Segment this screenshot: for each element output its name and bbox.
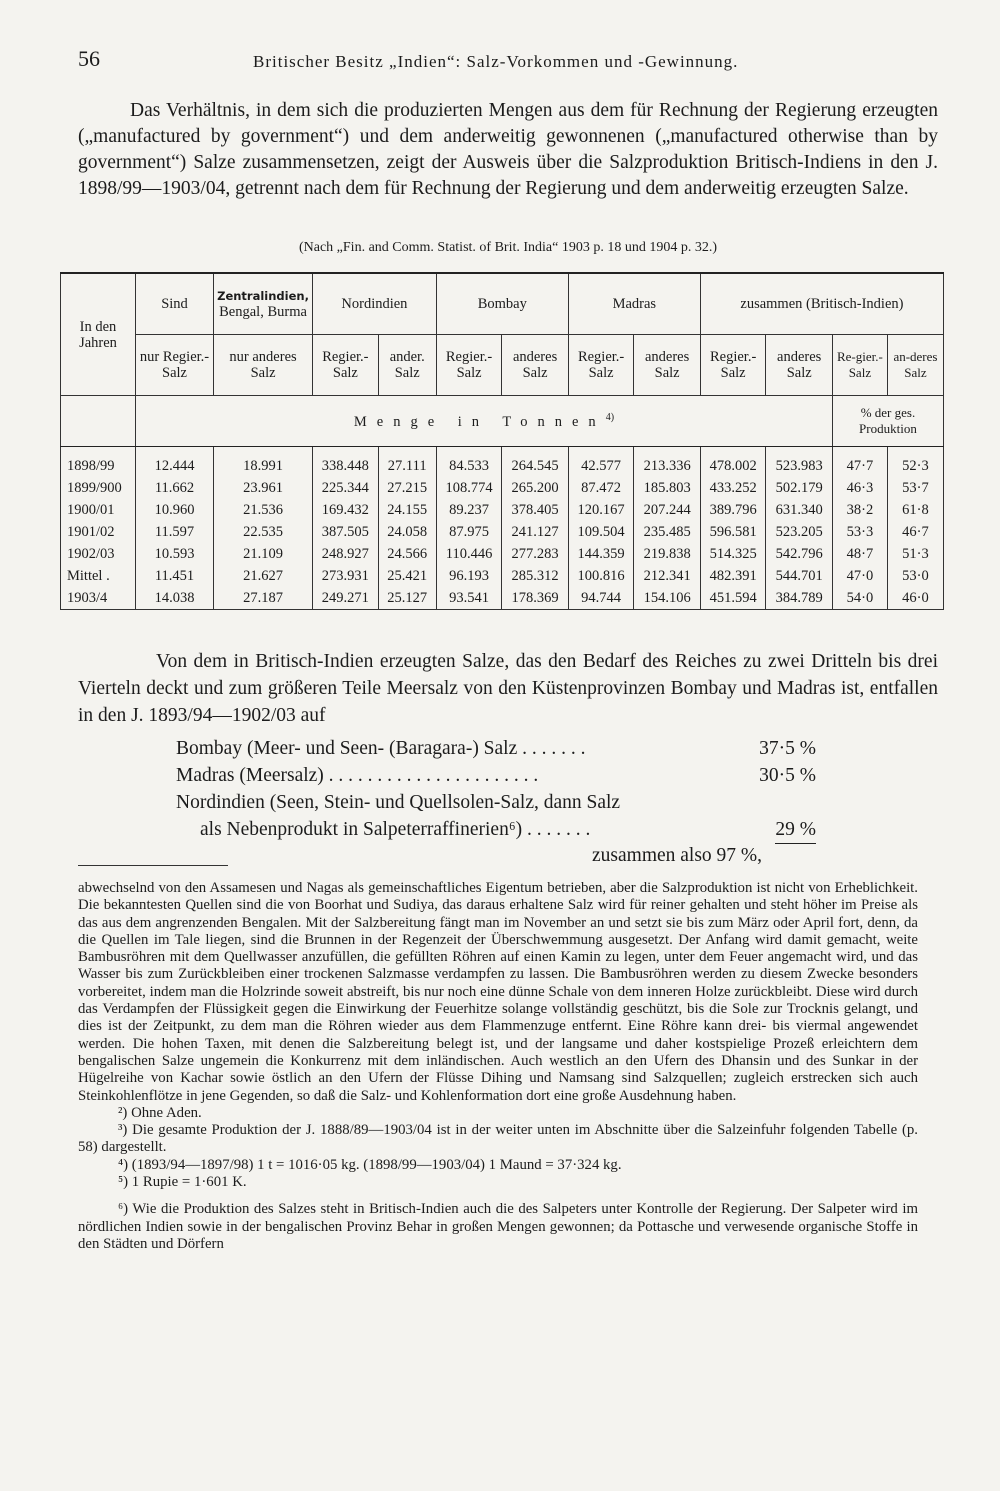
table-source: (Nach „Fin. and Comm. Statist. of Brit. India“ 1903 p. 18 und 1904 p. 32.) bbox=[298, 240, 717, 255]
intro-paragraph bbox=[78, 98, 938, 202]
table-cell: 265.200 bbox=[502, 477, 568, 499]
header-sind-nur-regier: nur Regier.-Salz bbox=[136, 335, 214, 396]
table-cell: 249.271 bbox=[313, 587, 379, 610]
header-empty bbox=[61, 396, 136, 447]
header-madras-anderes: anderes Salz bbox=[634, 335, 700, 396]
footnote-4: ⁴) (1893/94—1897/98) 1 t = 1016·05 kg. (1898/99—1903/04) 1 Maund = 37·324 kg. bbox=[118, 1156, 622, 1173]
list-item-label: Madras (Meersalz) . . . . . . . . . . . . . . . . . . . . . . bbox=[176, 765, 539, 786]
table-cell: 21.109 bbox=[214, 543, 313, 565]
total-line: zusammen also 97 %, bbox=[592, 845, 763, 866]
header-nord-ander: ander. Salz bbox=[378, 335, 436, 396]
table-cell: 27.215 bbox=[378, 477, 436, 499]
intro-text: Das Verhältnis, in dem sich die produzierten Mengen aus dem für Rechnung der Regierung erzeugten („manufactured by government“) und dem anderweitig gewonnenen („manufactured otherwise than by government“) Salze zusammensetzen, zeigt der Ausweis über die Salzproduktion Britisch-Indiens in den J. 1898/99—1903/04, getrennt nach dem für Rechnung der Regierung und dem anderweitig erzeugten Salze. bbox=[78, 100, 938, 199]
table-cell: 84.533 bbox=[436, 447, 502, 478]
table-row-label: 1900/01 bbox=[61, 499, 136, 521]
table-cell: 378.405 bbox=[502, 499, 568, 521]
table-cell: 387.505 bbox=[313, 521, 379, 543]
list-item bbox=[176, 762, 816, 789]
table-row bbox=[61, 587, 944, 610]
table-cell: 523.983 bbox=[766, 447, 832, 478]
table-cell: 96.193 bbox=[436, 565, 502, 587]
table-cell: 22.535 bbox=[214, 521, 313, 543]
table-cell: 27.111 bbox=[378, 447, 436, 478]
table-cell: 46·0 bbox=[887, 587, 943, 610]
table-cell: 54·0 bbox=[832, 587, 887, 610]
table-cell: 24.058 bbox=[378, 521, 436, 543]
table-cell: 87.975 bbox=[436, 521, 502, 543]
table-cell: 433.252 bbox=[700, 477, 766, 499]
table-row bbox=[61, 477, 944, 499]
table-cell: 46·3 bbox=[832, 477, 887, 499]
table-cell: 154.106 bbox=[634, 587, 700, 610]
table-cell: 12.444 bbox=[136, 447, 214, 478]
header-zentral-bottom: Bengal, Burma bbox=[219, 304, 307, 320]
table-row-label: 1899/900 bbox=[61, 477, 136, 499]
table-header-row-1 bbox=[61, 273, 944, 335]
list-item bbox=[176, 735, 816, 762]
list-item-value: 30·5 % bbox=[759, 765, 816, 786]
table-cell: 11.597 bbox=[136, 521, 214, 543]
table-row-label: 1903/4 bbox=[61, 587, 136, 610]
table-cell: 109.504 bbox=[568, 521, 634, 543]
table-cell: 514.325 bbox=[700, 543, 766, 565]
header-years: In den Jahren bbox=[61, 273, 136, 396]
header-bombay: Bombay bbox=[436, 273, 568, 335]
share-list bbox=[176, 735, 816, 844]
table-row bbox=[61, 447, 944, 478]
header-zentral-top: Zentralindien, bbox=[217, 289, 309, 303]
table-cell: 10.593 bbox=[136, 543, 214, 565]
list-item bbox=[176, 789, 816, 816]
list-item-value: 29 % bbox=[775, 816, 816, 844]
table-cell: 596.581 bbox=[700, 521, 766, 543]
list-item-label: Nordindien (Seen, Stein- und Quellsolen-Salz, dann Salz bbox=[176, 792, 621, 813]
list-item-value: 37·5 % bbox=[759, 738, 816, 759]
table-cell: 108.774 bbox=[436, 477, 502, 499]
table-cell: 384.789 bbox=[766, 587, 832, 610]
table-cell: 46·7 bbox=[887, 521, 943, 543]
table-cell: 207.244 bbox=[634, 499, 700, 521]
table-header-row-2 bbox=[61, 335, 944, 396]
table-cell: 144.359 bbox=[568, 543, 634, 565]
footnote-6: ⁶) Wie die Produktion des Salzes steht in Britisch-Indien auch die des Salpeters unter Kontrolle der Regierung. Der Salpeter wird im nördlichen Indien sowie in der bengalischen Provinz Behar in großen Mengen gewonnen; da Pottasche und verwesende organische Stoffe in den Städten und Dörfern bbox=[78, 1201, 918, 1252]
table-cell: 523.205 bbox=[766, 521, 832, 543]
table-cell: 338.448 bbox=[313, 447, 379, 478]
table-cell: 285.312 bbox=[502, 565, 568, 587]
second-paragraph bbox=[78, 648, 938, 729]
table-cell: 24.155 bbox=[378, 499, 436, 521]
table-cell: 53·7 bbox=[887, 477, 943, 499]
table-cell: 212.341 bbox=[634, 565, 700, 587]
table-cell: 27.187 bbox=[214, 587, 313, 610]
header-pct-regier: Re-gier.-Salz bbox=[832, 335, 887, 396]
running-title: Britischer Besitz „Indien“: Salz-Vorkommen und -Gewinnung. bbox=[253, 52, 739, 71]
table-row-label: 1901/02 bbox=[61, 521, 136, 543]
table-cell: 241.127 bbox=[502, 521, 568, 543]
list-item-label: als Nebenprodukt in Salpeterraffinerien⁶) . . . . . . . bbox=[200, 819, 591, 840]
table-cell: 213.336 bbox=[634, 447, 700, 478]
header-menge bbox=[136, 396, 833, 447]
salt-production-table bbox=[60, 272, 944, 610]
table-cell: 178.369 bbox=[502, 587, 568, 610]
table-cell: 225.344 bbox=[313, 477, 379, 499]
footnote-2: ²) Ohne Aden. bbox=[118, 1104, 202, 1121]
table-body bbox=[61, 447, 944, 610]
table-cell: 169.432 bbox=[313, 499, 379, 521]
table-cell: 47·7 bbox=[832, 447, 887, 478]
table-cell: 120.167 bbox=[568, 499, 634, 521]
second-paragraph-text: Von dem in Britisch-Indien erzeugten Salze, das den Bedarf des Reiches zu zwei Dritteln bis drei Vierteln deckt und zum größeren Teile Meersalz von den Küstenprovinzen Bombay und Madras ist, entfallen in den J. 1893/94—1902/03 auf bbox=[78, 651, 938, 726]
table-row bbox=[61, 521, 944, 543]
table-cell: 502.179 bbox=[766, 477, 832, 499]
header-nordindien: Nordindien bbox=[313, 273, 437, 335]
table-cell: 11.662 bbox=[136, 477, 214, 499]
table-header-row-3 bbox=[61, 396, 944, 447]
table-cell: 277.283 bbox=[502, 543, 568, 565]
header-menge-text: Menge in Tonnen bbox=[353, 413, 606, 430]
header-sind: Sind bbox=[136, 273, 214, 335]
table-cell: 48·7 bbox=[832, 543, 887, 565]
table-row bbox=[61, 543, 944, 565]
table-cell: 24.566 bbox=[378, 543, 436, 565]
table-cell: 11.451 bbox=[136, 565, 214, 587]
header-zus-regier: Regier.-Salz bbox=[700, 335, 766, 396]
header-zus-anderes: anderes Salz bbox=[766, 335, 832, 396]
table-cell: 18.991 bbox=[214, 447, 313, 478]
table-cell: 23.961 bbox=[214, 477, 313, 499]
header-zusammen: zusammen (Britisch-Indien) bbox=[700, 273, 943, 335]
header-bombay-anderes: anderes Salz bbox=[502, 335, 568, 396]
table-cell: 389.796 bbox=[700, 499, 766, 521]
table-row-label: 1898/99 bbox=[61, 447, 136, 478]
header-zentral bbox=[214, 273, 313, 335]
table-cell: 631.340 bbox=[766, 499, 832, 521]
table-cell: 478.002 bbox=[700, 447, 766, 478]
table-cell: 51·3 bbox=[887, 543, 943, 565]
table-cell: 89.237 bbox=[436, 499, 502, 521]
table-cell: 219.838 bbox=[634, 543, 700, 565]
table-cell: 544.701 bbox=[766, 565, 832, 587]
table-cell: 264.545 bbox=[502, 447, 568, 478]
table-cell: 21.627 bbox=[214, 565, 313, 587]
page-number: 56 bbox=[78, 46, 100, 71]
table-cell: 94.744 bbox=[568, 587, 634, 610]
table-cell: 21.536 bbox=[214, 499, 313, 521]
table-row bbox=[61, 565, 944, 587]
header-madras-regier: Regier.-Salz bbox=[568, 335, 634, 396]
table-cell: 52·3 bbox=[887, 447, 943, 478]
table-cell: 53·0 bbox=[887, 565, 943, 587]
header-zentral-nur-anderes: nur anderes Salz bbox=[214, 335, 313, 396]
footnote-5: ⁵) 1 Rupie = 1·601 K. bbox=[118, 1174, 247, 1191]
table-cell: 25.421 bbox=[378, 565, 436, 587]
page-header bbox=[78, 46, 938, 76]
table-cell: 53·3 bbox=[832, 521, 887, 543]
table-cell: 235.485 bbox=[634, 521, 700, 543]
table-cell: 248.927 bbox=[313, 543, 379, 565]
table-cell: 100.816 bbox=[568, 565, 634, 587]
table-cell: 542.796 bbox=[766, 543, 832, 565]
list-item-label: Bombay (Meer- und Seen- (Baragara-) Salz . . . . . . . bbox=[176, 738, 586, 759]
table-cell: 10.960 bbox=[136, 499, 214, 521]
table-row-label: Mittel . bbox=[61, 565, 136, 587]
table-cell: 25.127 bbox=[378, 587, 436, 610]
header-pct: % der ges. Produktion bbox=[832, 396, 943, 447]
header-nord-regier: Regier.-Salz bbox=[313, 335, 379, 396]
footnotes bbox=[78, 880, 918, 1253]
list-item bbox=[176, 816, 816, 844]
table-cell: 38·2 bbox=[832, 499, 887, 521]
header-bombay-regier: Regier.-Salz bbox=[436, 335, 502, 396]
table-cell: 93.541 bbox=[436, 587, 502, 610]
table-cell: 87.472 bbox=[568, 477, 634, 499]
header-menge-note: 4) bbox=[605, 411, 615, 423]
table-cell: 451.594 bbox=[700, 587, 766, 610]
header-madras: Madras bbox=[568, 273, 700, 335]
table-cell: 47·0 bbox=[832, 565, 887, 587]
table-cell: 185.803 bbox=[634, 477, 700, 499]
footnote-rule bbox=[78, 865, 228, 866]
table-cell: 61·8 bbox=[887, 499, 943, 521]
table-cell: 273.931 bbox=[313, 565, 379, 587]
footnote-continuation: abwechselnd von den Assamesen und Nagas als gemeinschaftliches Eigentum betrieben, aber die Salzproduktion ist nicht von Erheblichkeit. Die bekanntesten Quellen sind die von Boorhat und Sudiya, das daraus erhaltene Salz wird für reiner gehalten und steht höher im Preise als das aus dem angrenzenden Bengalen. Mit der Salzbereitung fängt man im November an und setzt sie bis zum März oder April fort, denn, da die Quellen im Tale liegen, sind die Brunnen in der Regenzeit der Überschwemmung ausgesetzt. Der Anfang wird damit gemacht, weite Bambusröhren mit dem Quellwasser anzufüllen, die gefüllten Röhren auf einen Kamin zu legen, unter dem Feuer angemacht wird, und das Wasser bis zum Zurückbleiben einer trockenen Salzmasse verdampfen zu lassen. Die Bambusröhren werden zu diesem Zwecke besonders vorbereitet, indem man die Holzrinde soweit abstreift, bis nur noch eine dünne Schale von dem inneren Holze zurückbleibt. Diese wird durch das Verdampfen der Flüssigkeit gegen die Einwirkung der Feuerhitze solange vollständig geschützt, bis die Sole zur Trocknis gelangt, und dies ist der Zeitpunkt, zu dem man die Röhren wieder aus dem Flammenzuge entfernt. Eine Röhre kann drei- bis viermal angewendet werden. Die hohen Taxen, mit denen die Salzbereitung belegt ist, und der langsame und daher kostspielige Prozeß erleichtern dem bengalischen Salze ungemein die Konkurrenz mit dem inländischen. Auch westlich an den Ufern des Dhansin und des Sunkar in der Hügelreihe von Kachar sowie östlich an den Ufern der Flüsse Dihing und Namsang sind Salzquellen; zugleich erstrecken sich auch Steinkohlenflötze in jene Gegenden, so daß die Salz- und Kohlenformation dort eine große Ausdehnung haben. bbox=[78, 880, 918, 1104]
table-cell: 110.446 bbox=[436, 543, 502, 565]
footnote-3: ³) Die gesamte Produktion der J. 1888/89—1903/04 ist in der weiter unten im Abschnitte über die Salzeinfuhr folgenden Tabelle (p. 58) dargestellt. bbox=[78, 1122, 918, 1156]
table-row-label: 1902/03 bbox=[61, 543, 136, 565]
table-cell: 14.038 bbox=[136, 587, 214, 610]
table-cell: 42.577 bbox=[568, 447, 634, 478]
table-cell: 482.391 bbox=[700, 565, 766, 587]
table-row bbox=[61, 499, 944, 521]
header-pct-anderes: an-deres Salz bbox=[887, 335, 943, 396]
